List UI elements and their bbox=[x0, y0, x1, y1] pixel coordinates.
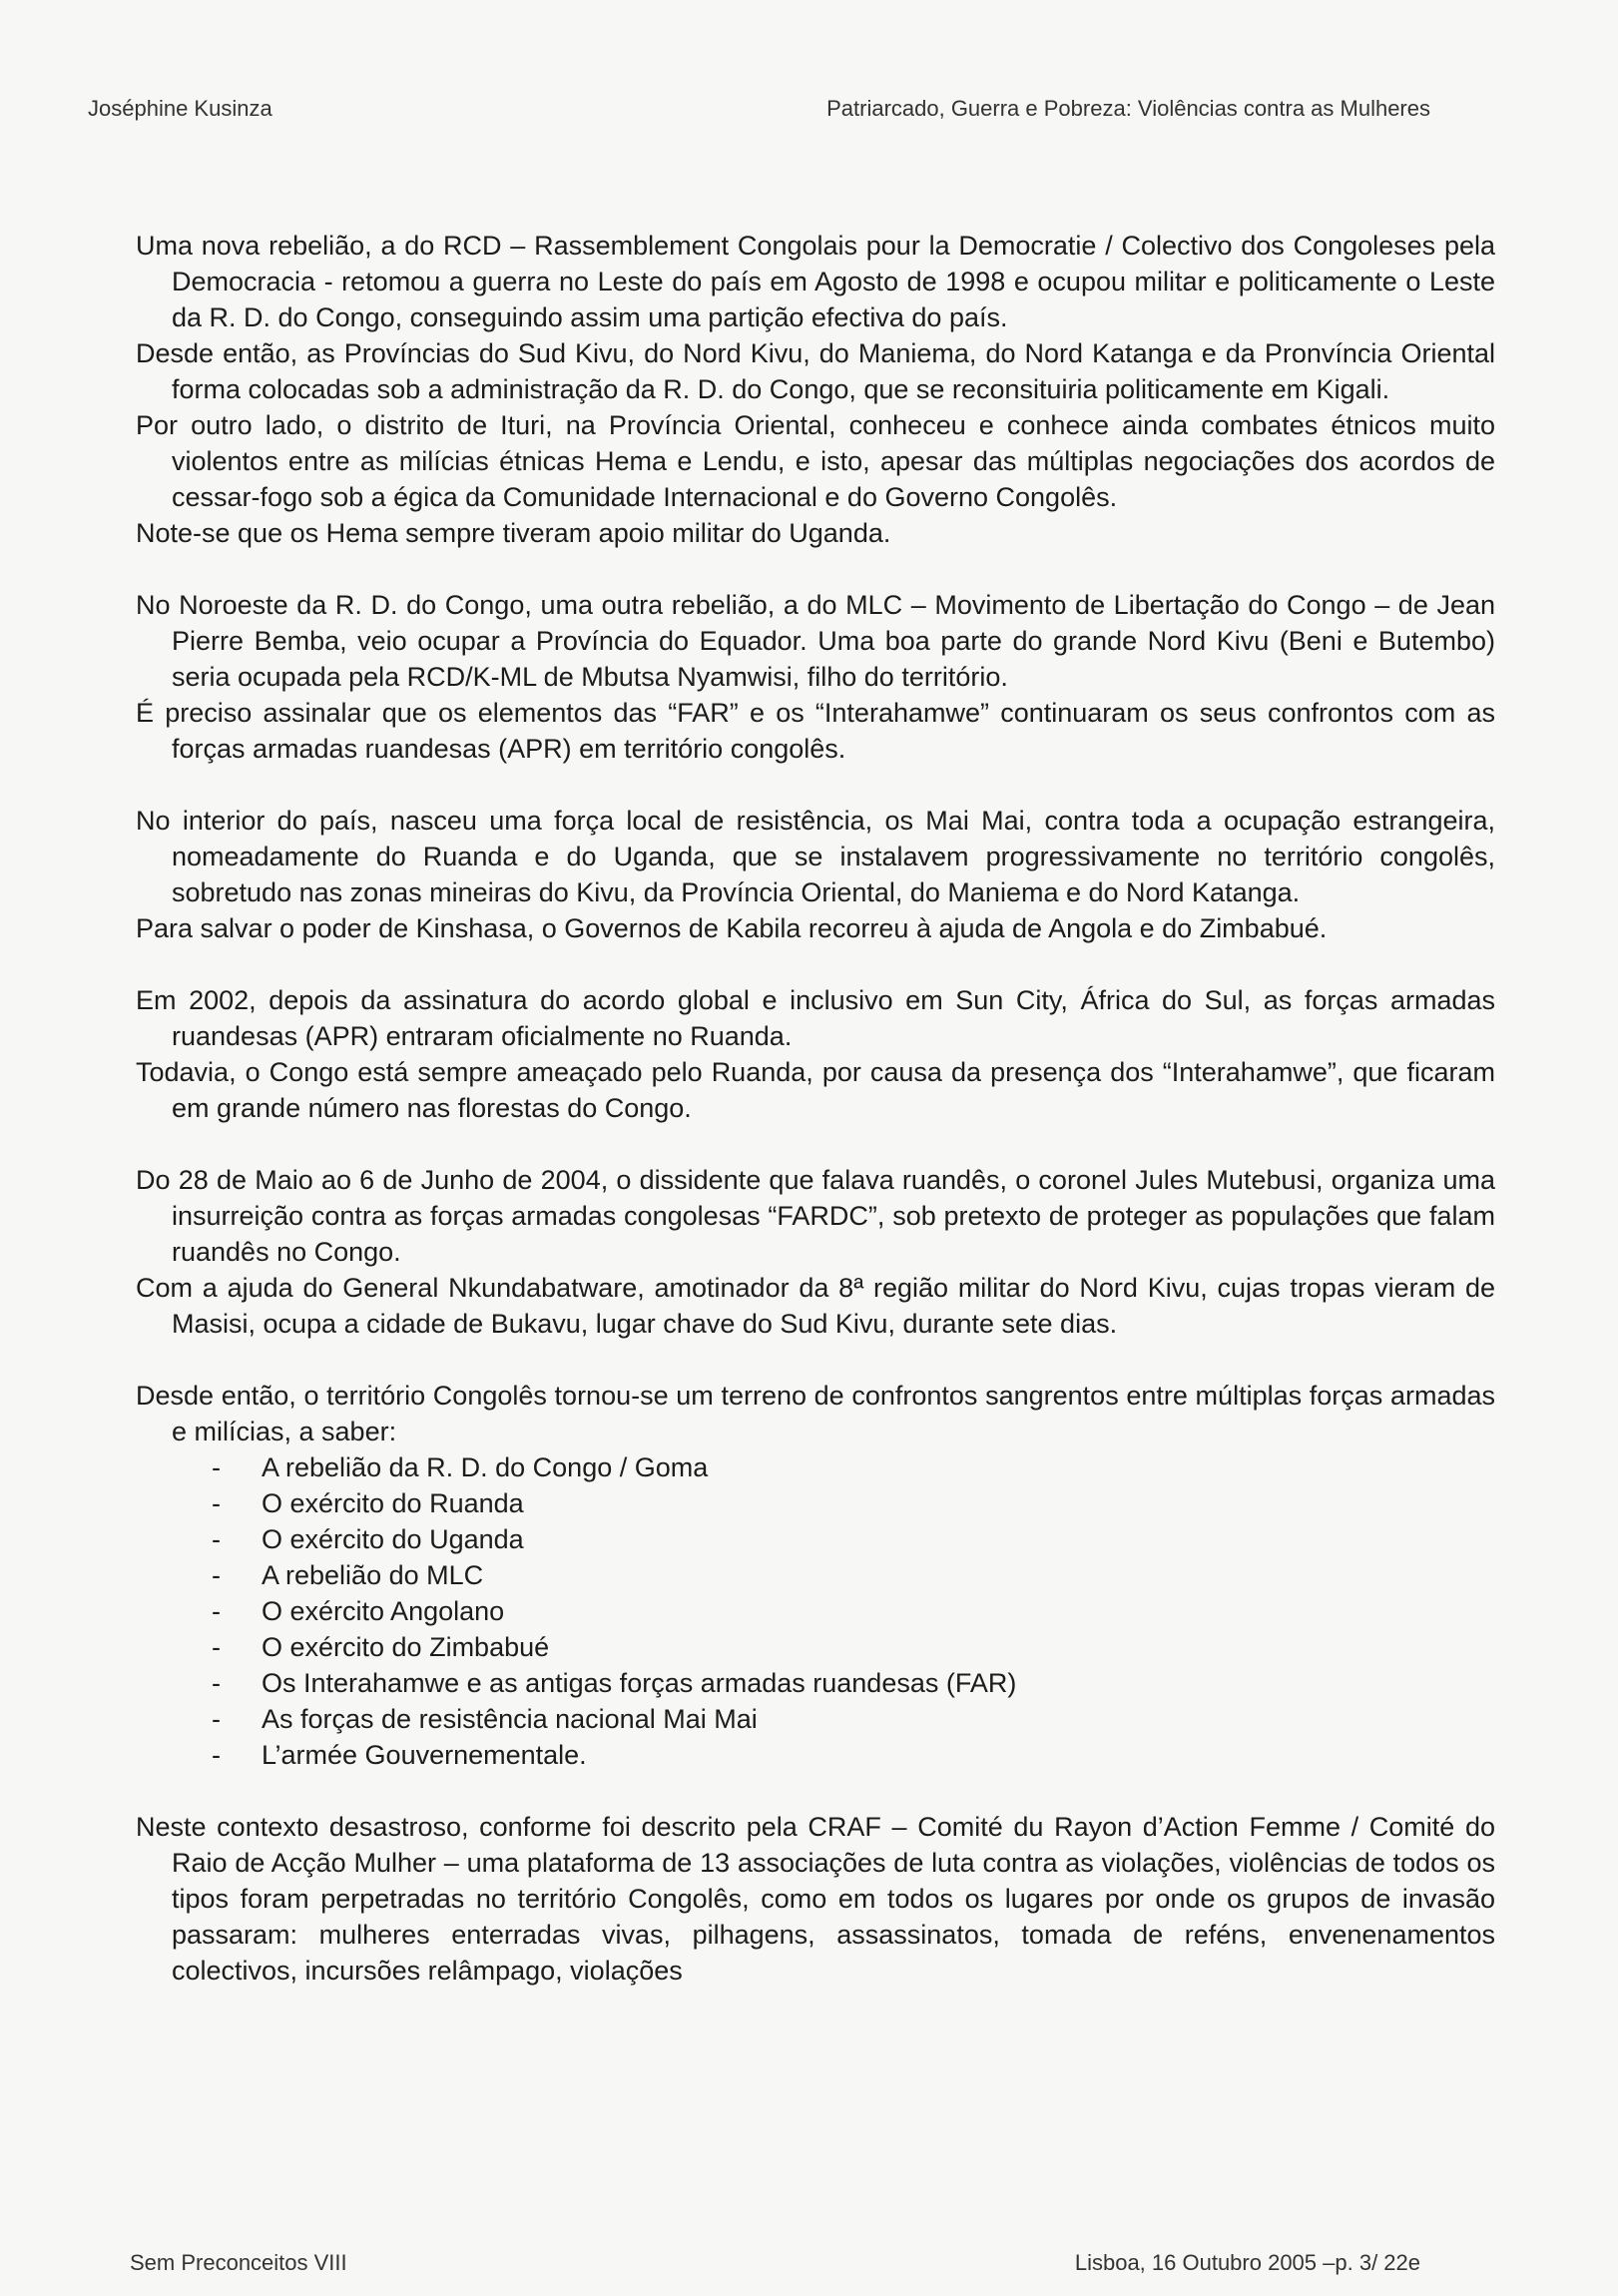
footer-left: Sem Preconceitos VIII bbox=[130, 2250, 347, 2275]
list-item: - O exército do Uganda bbox=[212, 1521, 1495, 1557]
paragraph: Do 28 de Maio ao 6 de Junho de 2004, o dissidente que falava ruandês, o coronel Jules Mutebusi, organiza uma insurreição contra as forças armadas congolesas “FARDC”, sob pretexto de proteger as populações que falam ruandês no Congo. bbox=[136, 1165, 1495, 1267]
paragraph-gap bbox=[136, 946, 1495, 982]
paragraph: Neste contexto desastroso, conforme foi descrito pela CRAF – Comité du Rayon d’Action Femme / Comité do Raio de Acção Mulher – uma plataforma de 13 associações de luta contra as violações, violências de todos os tipos foram perpetradas no território Congolês, como em todos os lugares por onde os grupos de invasão passaram: mulheres enterradas vivas, pilhagens, assassinatos, tomada de reféns, envenenamentos colectivos, incursões relâmpago, violações bbox=[136, 1812, 1495, 1986]
paragraph: No interior do país, nasceu uma força local de resistência, os Mai Mai, contra toda a ocupação estrangeira, nomeadamente do Ruanda e do Uganda, que se instalavem progressivamente no território congolês, sobretudo nas zonas mineiras do Kivu, da Província Oriental, do Maniema e do Nord Katanga. bbox=[136, 806, 1495, 907]
list-item: - A rebelião do MLC bbox=[212, 1557, 1495, 1593]
header-title: Patriarcado, Guerra e Pobreza: Violências contra as Mulheres bbox=[826, 96, 1430, 121]
paragraph-gap bbox=[136, 1342, 1495, 1378]
footer-right: Lisboa, 16 Outubro 2005 –p. 3/ 22e bbox=[1074, 2250, 1420, 2275]
paragraph-gap bbox=[136, 1126, 1495, 1162]
paragraph: Todavia, o Congo está sempre ameaçado pelo Ruanda, por causa da presença dos “Interahamwe”, que ficaram em grande número nas florestas do Congo. bbox=[136, 1057, 1495, 1123]
paragraph-gap bbox=[136, 1773, 1495, 1809]
paragraph: Desde então, o território Congolês tornou-se um terreno de confrontos sangrentos entre múltiplas forças armadas e milícias, a saber: bbox=[136, 1381, 1495, 1446]
header-author: Joséphine Kusinza bbox=[88, 96, 272, 121]
list-item: - As forças de resistência nacional Mai Mai bbox=[212, 1701, 1495, 1737]
paragraph-gap bbox=[136, 767, 1495, 803]
list-item: - A rebelião da R. D. do Congo / Goma bbox=[212, 1449, 1495, 1485]
paragraph: Desde então, as Províncias do Sud Kivu, do Nord Kivu, do Maniema, do Nord Katanga e da Pronvíncia Oriental forma colocadas sob a administração da R. D. do Congo, que se reconsituiria politicamente em Kigali. bbox=[136, 338, 1495, 404]
page-footer bbox=[130, 2250, 1420, 2276]
paragraph: No Noroeste da R. D. do Congo, uma outra rebelião, a do MLC – Movimento de Libertação do Congo – de Jean Pierre Bemba, veio ocupar a Província do Equador. Uma boa parte do grande Nord Kivu (Beni e Butembo) seria ocupada pela RCD/K-ML de Mbutsa Nyamwisi, filho do território. bbox=[136, 590, 1495, 692]
paragraph: Em 2002, depois da assinatura do acordo global e inclusivo em Sun City, África do Sul, as forças armadas ruandesas (APR) entraram oficialmente no Ruanda. bbox=[136, 985, 1495, 1051]
body-text bbox=[136, 228, 1495, 1989]
paragraph: Para salvar o poder de Kinshasa, o Governos de Kabila recorreu à ajuda de Angola e do Zimbabué. bbox=[136, 913, 1328, 943]
list-item: - L’armée Gouvernementale. bbox=[212, 1737, 1495, 1773]
paragraph: Note-se que os Hema sempre tiveram apoio militar do Uganda. bbox=[136, 518, 891, 548]
paragraph: Uma nova rebelião, a do RCD – Rassemblement Congolais pour la Democratie / Colectivo dos Congoleses pela Democracia - retomou a guerra no Leste do país em Agosto de 1998 e ocupou militar e politicamente o Leste da R. D. do Congo, conseguindo assim uma partição efectiva do país. bbox=[136, 231, 1495, 332]
page-header bbox=[88, 96, 1430, 122]
list-item: - Os Interahamwe e as antigas forças armadas ruandesas (FAR) bbox=[212, 1665, 1495, 1701]
list-item: - O exército do Zimbabué bbox=[212, 1629, 1495, 1665]
paragraph-gap bbox=[136, 551, 1495, 587]
paragraph: Com a ajuda do General Nkundabatware, amotinador da 8ª região militar do Nord Kivu, cujas tropas vieram de Masisi, ocupa a cidade de Bukavu, lugar chave do Sud Kivu, durante sete dias. bbox=[136, 1273, 1495, 1339]
list-item: - O exército do Ruanda bbox=[212, 1485, 1495, 1521]
list-item: - O exército Angolano bbox=[212, 1593, 1495, 1629]
paragraph: É preciso assinalar que os elementos das “FAR” e os “Interahamwe” continuaram os seus confrontos com as forças armadas ruandesas (APR) em território congolês. bbox=[136, 698, 1495, 764]
paragraph: Por outro lado, o distrito de Ituri, na Província Oriental, conheceu e conhece ainda combates étnicos muito violentos entre as milícias étnicas Hema e Lendu, e isto, apesar das múltiplas negociações dos acordos de cessar-fogo sob a égica da Comunidade Internacional e do Governo Congolês. bbox=[136, 410, 1495, 512]
armed-forces-list bbox=[136, 1449, 1495, 1773]
